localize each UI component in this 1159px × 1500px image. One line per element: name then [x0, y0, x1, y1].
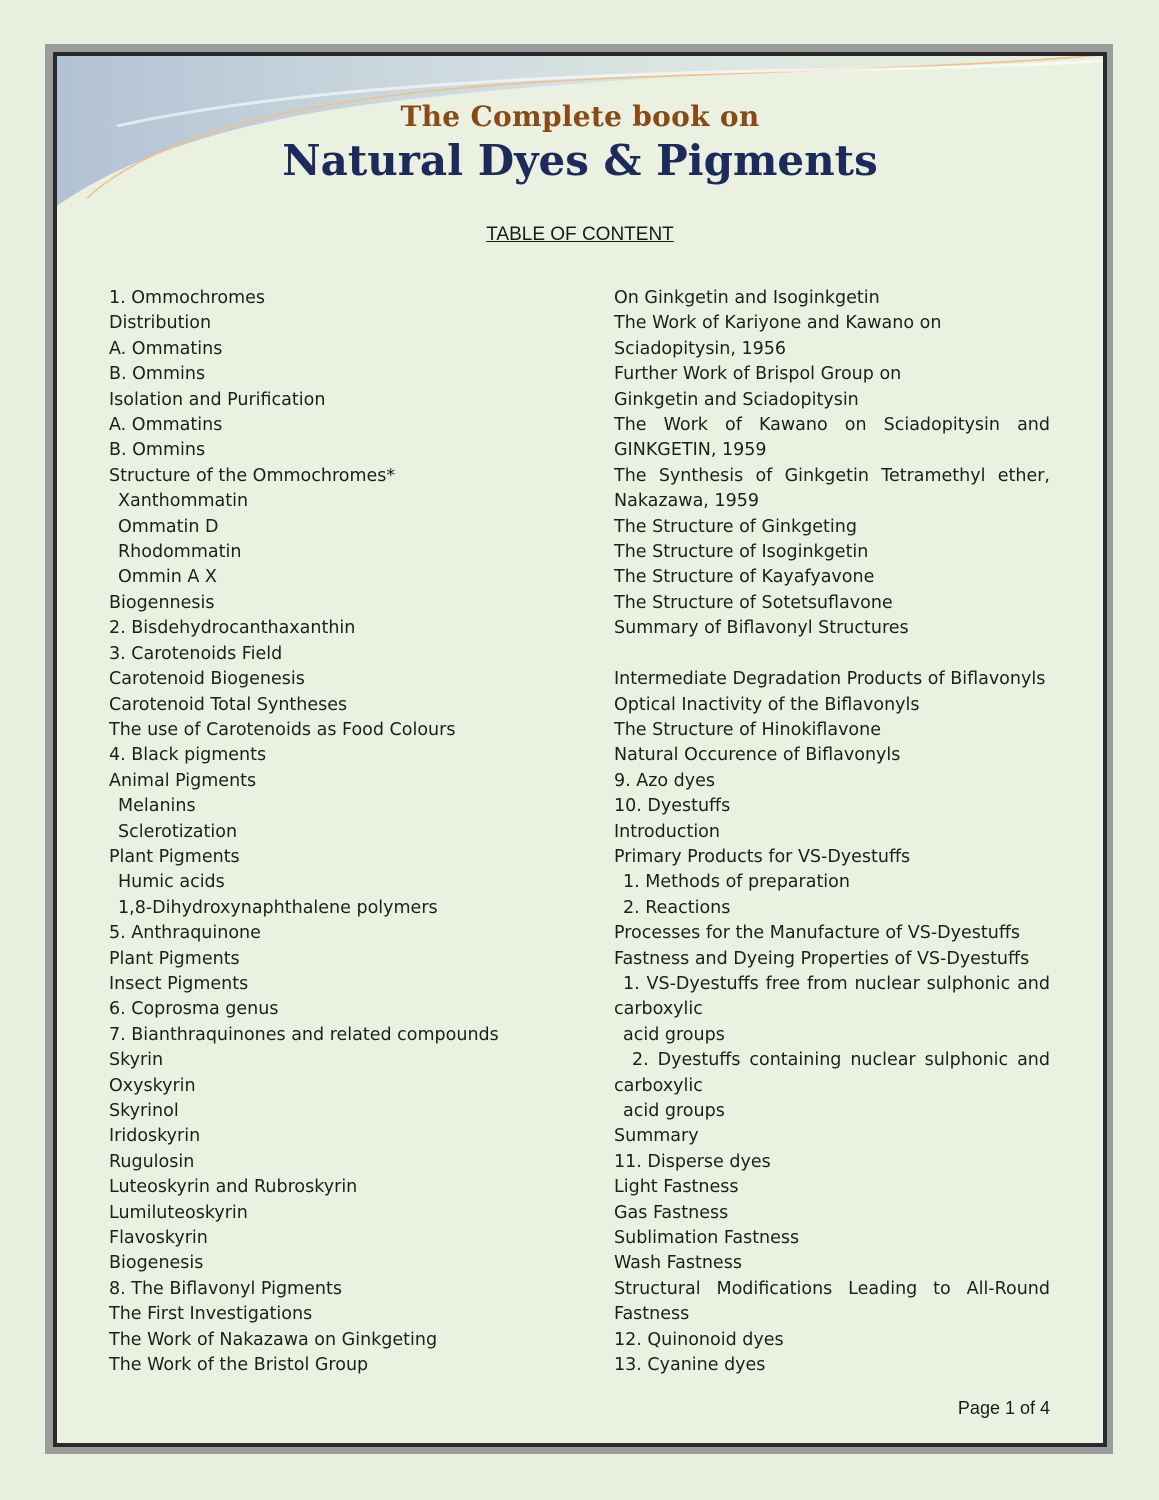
- toc-left-column: [109, 286, 579, 1378]
- toc-entry: The Work of the Bristol Group: [109, 1355, 369, 1376]
- toc-entry: Flavoskyrin: [109, 1228, 208, 1249]
- toc-entry: 6. Coprosma genus: [109, 999, 279, 1020]
- toc-entry: On Ginkgetin and Isoginkgetin: [614, 288, 880, 308]
- toc-entry: 1. Ommochromes: [109, 288, 265, 308]
- toc-entry: Lumiluteoskyrin: [109, 1202, 248, 1223]
- toc-entry: 1. Methods of preparation: [623, 872, 850, 893]
- toc-entry: Fastness and Dyeing Properties of VS-Dyestuffs: [614, 948, 1030, 969]
- toc-right-column: [614, 286, 1050, 1378]
- toc-entry: 4. Black pigments: [109, 745, 267, 766]
- toc-entry: 10. Dyestuffs: [614, 796, 731, 817]
- toc-entry: 9. Azo dyes: [614, 770, 716, 791]
- toc-entry: 11. Disperse dyes: [614, 1151, 771, 1172]
- toc-spacer: [614, 642, 1050, 667]
- toc-entry: B. Ommins: [109, 364, 206, 385]
- toc-entry: Isolation and Purification: [109, 389, 326, 410]
- toc-entry: Biogenesis: [109, 1253, 204, 1274]
- toc-entry: 13. Cyanine dyes: [614, 1355, 766, 1376]
- toc-entry: Rugulosin: [109, 1151, 195, 1172]
- toc-entry: 1. VS-Dyestuffs free from nuclear sulphonic and: [623, 973, 1050, 994]
- toc-entry: carboxylic: [614, 999, 703, 1020]
- toc-entry: Ommatin D: [118, 516, 219, 537]
- toc-entry: Gas Fastness: [614, 1202, 729, 1223]
- toc-entry: Structure of the Ommochromes*: [109, 465, 396, 486]
- toc-entry: Carotenoid Biogenesis: [109, 669, 305, 690]
- toc-entry: The use of Carotenoids as Food Colours: [109, 719, 456, 740]
- toc-entry: Natural Occurence of Biflavonyls: [614, 745, 901, 766]
- toc-entry: The Structure of Hinokiflavone: [614, 719, 881, 740]
- page-panel: [53, 52, 1107, 1447]
- toc-entry: Insect Pigments: [109, 973, 249, 994]
- toc-entry: Carotenoid Total Syntheses: [109, 694, 348, 715]
- toc-entry: Sciadopitysin, 1956: [614, 338, 787, 359]
- toc-entry: Luteoskyrin and Rubroskyrin: [109, 1177, 358, 1198]
- toc-entry: acid groups: [623, 1101, 725, 1121]
- toc-entry: B. Ommins: [109, 440, 206, 461]
- toc-entry: Fastness: [614, 1304, 690, 1325]
- toc-entry: Rhodommatin: [118, 542, 242, 563]
- toc-entry: Optical Inactivity of the Biflavonyls: [614, 694, 920, 715]
- book-title: Natural Dyes & Pigments: [282, 136, 878, 185]
- toc-entry: The First Investigations: [109, 1304, 313, 1325]
- toc-entry: 2. Bisdehydrocanthaxanthin: [109, 618, 356, 639]
- toc-entry: Plant Pigments: [109, 948, 240, 969]
- toc-entry: A. Ommatins: [109, 415, 223, 436]
- toc-entry: 7. Bianthraquinones and related compounds: [109, 1024, 499, 1045]
- toc-entry: Oxyskyrin: [109, 1075, 196, 1096]
- toc-entry: Skyrin: [109, 1050, 164, 1071]
- toc-entry: Light Fastness: [614, 1177, 739, 1198]
- toc-entry: The Work of Kawano on Sciadopitysin and: [614, 415, 1050, 436]
- toc-entry: Plant Pigments: [109, 846, 240, 867]
- toc-entry: Biogennesis: [109, 592, 215, 613]
- toc-entry: 5. Anthraquinone: [109, 923, 261, 944]
- toc-entry: 8. The Biflavonyl Pigments: [109, 1278, 342, 1299]
- toc-entry: Melanins: [118, 796, 196, 817]
- toc-entry: A. Ommatins: [109, 338, 223, 359]
- toc-entry: Sublimation Fastness: [614, 1228, 800, 1249]
- toc-entry: Summary of Biflavonyl Structures: [614, 618, 909, 639]
- toc-entry: 12. Quinonoid dyes: [614, 1329, 784, 1350]
- toc-entry: Nakazawa, 1959: [614, 491, 759, 512]
- toc-entry: Distribution: [109, 313, 212, 334]
- toc-entry: The Structure of Ginkgeting: [614, 516, 857, 537]
- toc-entry: The Synthesis of Ginkgetin Tetramethyl ether,: [614, 465, 1050, 486]
- toc-entry: Xanthommatin: [118, 491, 249, 512]
- toc-entry: 2. Reactions: [623, 897, 731, 918]
- toc-entry: Humic acids: [118, 872, 225, 893]
- toc-entry: Structural Modifications Leading to All-Round: [614, 1278, 1050, 1299]
- toc-entry: 1,8-Dihydroxynaphthalene polymers: [118, 897, 438, 918]
- toc-entry: The Structure of Kayafyavone: [614, 567, 875, 588]
- toc-entry: acid groups: [623, 1024, 725, 1045]
- book-subtitle: The Complete book on: [400, 100, 760, 133]
- toc-entry: Sclerotization: [118, 821, 238, 842]
- toc-entry: The Work of Nakazawa on Ginkgeting: [109, 1329, 438, 1350]
- toc-entry: Animal Pigments: [109, 770, 257, 791]
- toc-entry: Further Work of Brispol Group on: [614, 364, 902, 385]
- page-number: Page 1 of 4: [957, 1398, 1050, 1418]
- toc-heading: TABLE OF CONTENT: [486, 224, 674, 245]
- toc-entry: The Work of Kariyone and Kawano on: [614, 313, 942, 334]
- toc-entry: Skyrinol: [109, 1101, 179, 1121]
- toc-entry: carboxylic: [614, 1075, 703, 1096]
- toc-entry: The Structure of Sotetsuflavone: [614, 592, 893, 613]
- toc-entry: Summary: [614, 1126, 699, 1147]
- toc-entry: Processes for the Manufacture of VS-Dyestuffs: [614, 923, 1021, 944]
- toc-entry: Introduction: [614, 821, 720, 842]
- toc-entry: Wash Fastness: [614, 1253, 742, 1274]
- toc-entry: Intermediate Degradation Products of Biflavonyls: [614, 669, 1046, 690]
- toc-entry: The Structure of Isoginkgetin: [614, 542, 869, 563]
- toc-entry: Primary Products for VS-Dyestuffs: [614, 846, 911, 867]
- toc-entry: GINKGETIN, 1959: [614, 440, 767, 461]
- toc-entry: Iridoskyrin: [109, 1126, 201, 1147]
- toc-entry: Ommin A X: [118, 567, 217, 588]
- toc-entry: Ginkgetin and Sciadopitysin: [614, 389, 859, 410]
- toc-entry: 2. Dyestuffs containing nuclear sulphonic and: [632, 1050, 1050, 1071]
- toc-entry: 3. Carotenoids Field: [109, 643, 283, 664]
